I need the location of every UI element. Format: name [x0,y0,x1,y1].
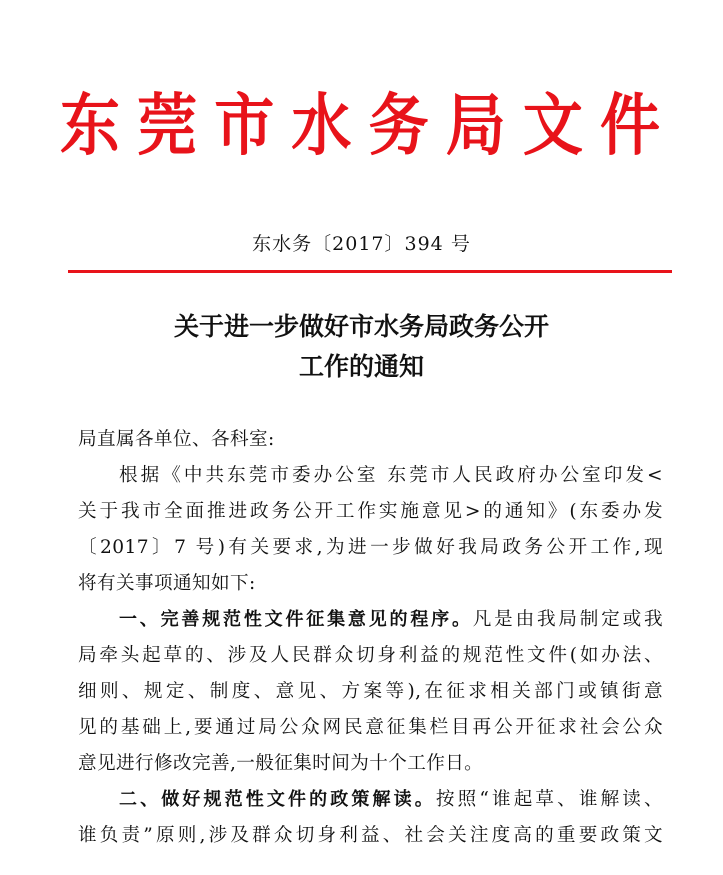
intro-line-1: 根据《中共东莞市委办公室 东莞市人民政府办公室印发< [119,465,663,486]
section-1-heading: 一、完善规范性文件征集意见的程序。 [119,609,473,630]
masthead-char: 文 [522,86,583,166]
section-1-line-5: 意见进行修改完善,一般征集时间为十个工作日。 [78,753,484,774]
masthead-char: 水 [291,86,352,166]
section-1-first-line-text: 凡是由我局制定或我 [472,609,663,630]
masthead-char: 市 [214,86,275,166]
section-2-line-2: 谁负责”原则,涉及群众切身利益、社会关注度高的重要政策文 [78,825,663,846]
masthead-char: 莞 [137,86,198,166]
section-2-heading: 二、做好规范性文件的政策解读。 [119,789,436,810]
intro-line-2: 关于我市全面推进政务公开工作实施意见>的通知》(东委办发 [78,501,663,522]
red-divider-line [68,270,672,273]
masthead-char: 务 [368,86,429,166]
section-2-first-line [119,782,663,818]
section-1-first-line [119,602,663,638]
section-1-line-2: 局牵头起草的、涉及人民群众切身利益的规范性文件(如办法、 [78,645,663,666]
masthead-char: 东 [60,86,120,166]
masthead-char: 件 [599,86,660,166]
masthead-title [60,86,660,166]
intro-line-4: 将有关事项通知如下: [78,573,256,594]
intro-line-3: 〔2017〕7 号)有关要求,为进一步做好我局政务公开工作,现 [78,537,663,558]
addressee: 局直属各单位、各科室: [78,429,275,450]
section-1-line-4: 见的基础上,要通过局公众网民意征集栏目再公开征求社会公众 [78,717,663,738]
notice-title-line-2: 工作的通知 [298,352,424,381]
section-2-first-line-text: 按照“谁起草、谁解读、 [435,789,663,810]
notice-title-line-1: 关于进一步做好市水务局政务公开 [173,312,549,341]
document-number: 东水务〔2017〕394 号 [252,233,471,255]
masthead-char: 局 [445,86,506,166]
section-1-line-3: 细则、规定、制度、意见、方案等),在征求相关部门或镇街意 [78,681,663,702]
